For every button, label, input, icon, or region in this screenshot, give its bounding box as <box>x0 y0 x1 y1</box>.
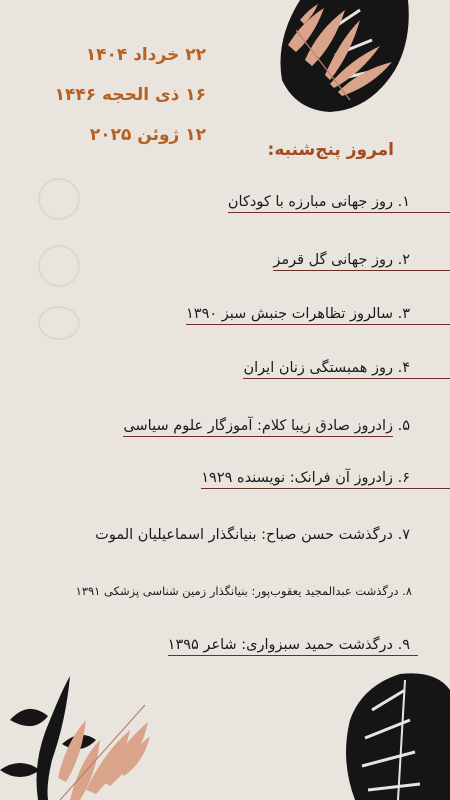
list-item <box>243 360 410 376</box>
list-item <box>186 306 410 322</box>
underline <box>228 212 450 214</box>
event-text: ۸. درگذشت عبدالمجید یعقوب‌پور: بنیانگذار زمین شناسی پزشکی ۱۳۹۱ <box>75 584 412 598</box>
lunar-date: ۱۶ ذی الحجه ۱۴۴۶ <box>54 85 206 105</box>
gregorian-date: ۱۲ ژوئن ۲۰۲۵ <box>89 125 206 145</box>
list-item <box>273 252 410 268</box>
list-item <box>228 194 410 210</box>
underline <box>201 488 450 490</box>
list-item <box>168 637 410 653</box>
event-text: ۱. روز جهانی مبارزه با کودکان <box>227 194 410 210</box>
event-text: ۹. درگذشت حمید سبزواری: شاعر ۱۳۹۵ <box>167 637 410 653</box>
underline <box>123 436 393 438</box>
underline <box>186 324 450 326</box>
event-text: ۶. زادروز آن فرانک: نویسنده ۱۹۲۹ <box>201 470 410 486</box>
list-item <box>123 418 410 434</box>
event-text: ۲. روز جهانی گل قرمز <box>273 252 410 268</box>
underline <box>243 378 450 380</box>
page-title: امروز پنج‌شنبه: <box>267 140 394 160</box>
list-item <box>76 584 412 598</box>
event-text: ۷. درگذشت حسن صباح: بنیانگذار اسماعیلیان الموت <box>95 527 410 543</box>
event-text: ۵. زادروز صادق زیبا کلام: آموزگار علوم سیاسی <box>123 418 410 434</box>
underline <box>168 655 418 657</box>
event-text: ۴. روز همبستگی زنان ایران <box>243 360 410 376</box>
list-item <box>95 527 410 543</box>
event-text: ۳. سالروز تظاهرات جنبش سبز ۱۳۹۰ <box>186 306 410 322</box>
underline <box>273 270 450 272</box>
list-item <box>201 470 410 486</box>
solar-date: ۲۲ خرداد ۱۴۰۴ <box>85 45 206 65</box>
